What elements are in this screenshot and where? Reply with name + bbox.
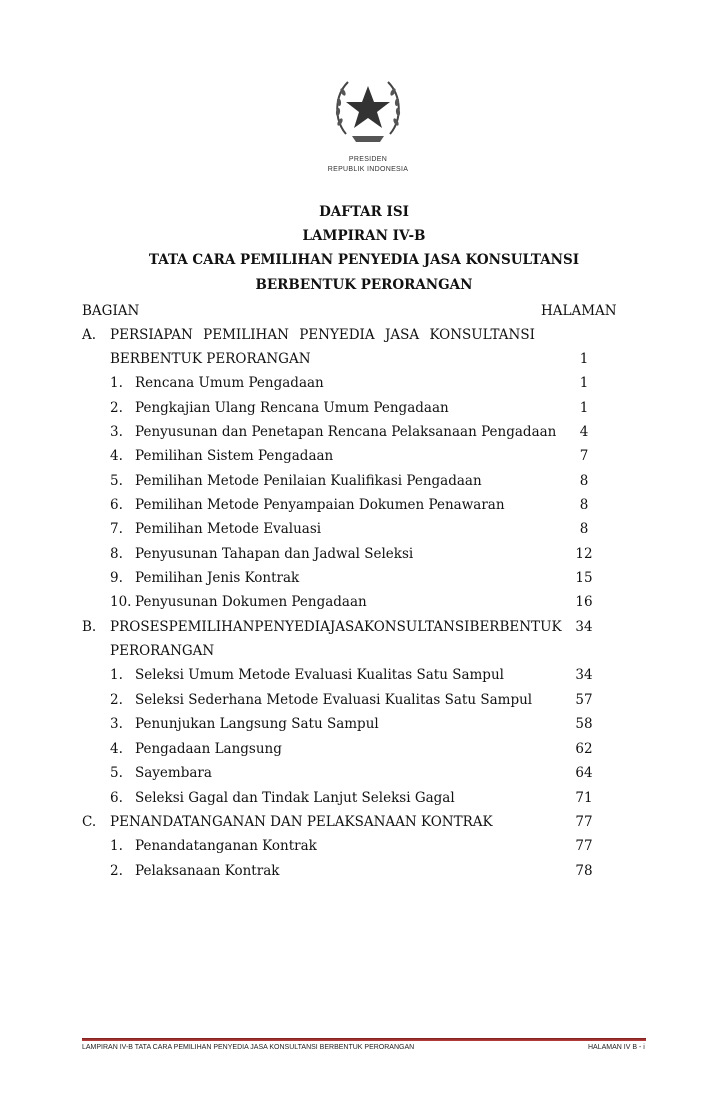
item-text: Seleksi Gagal dan Tindak Lanjut Seleksi Gagal [135,790,455,806]
item-text: Pemilihan Jenis Kontrak [135,570,300,586]
item-text: Pemilihan Metode Evaluasi [135,521,322,537]
page-number: 1 [579,400,589,416]
page-number: 64 [575,765,593,781]
section-word: BERBENTUK [469,619,562,635]
item-number: 2. [110,400,123,416]
item-number: 1. [110,375,123,391]
page-number: 34 [575,619,593,635]
list-item [82,838,602,858]
item-text: Pemilihan Sistem Pengadaan [135,448,334,464]
star-wreath-icon [332,70,404,148]
section-word: JASA [329,619,365,635]
list-item [82,521,602,541]
section-word: JASA [384,327,420,343]
section-word: PENYEDIA [299,327,375,343]
footer-title: LAMPIRAN IV-B TATA CARA PEMILIHAN PENYEDIA JASA KONSULTANSI BERBENTUK PERORANGAN [82,1044,415,1051]
item-text: Seleksi Umum Metode Evaluasi Kualitas Satu Sampul [135,667,504,683]
emblem-line-2: REPUBLIK INDONESIA [327,166,409,173]
list-item [82,765,602,785]
item-number: 4. [110,741,123,757]
emblem-line-1: PRESIDEN [348,156,388,163]
page-number: 34 [575,667,593,683]
section-word: KONSULTANSI [364,619,470,635]
item-number: 5. [110,765,123,781]
section-b-heading [82,619,602,639]
page-number: 8 [579,521,589,537]
list-item [82,667,602,687]
item-text: Pelaksanaan Kontrak [135,863,280,879]
list-item [82,863,602,883]
section-letter: B. [82,619,97,635]
item-number: 8. [110,546,123,562]
page-number: 16 [575,594,593,610]
item-text: Pemilihan Metode Penyampaian Dokumen Penawaran [135,497,505,513]
item-number: 7. [110,521,123,537]
item-number: 1. [110,838,123,854]
item-number: 5. [110,473,123,489]
section-title: BERBENTUK PERORANGAN [110,351,311,367]
section-word: PENYEDIA [254,619,330,635]
section-title: PENANDATANGANAN DAN PELAKSANAAN KONTRAK [110,814,493,830]
item-text: Pengadaan Langsung [135,741,282,757]
page-number: 77 [575,838,593,854]
list-item [82,741,602,761]
page-number: 62 [575,741,593,757]
list-item [82,497,602,517]
item-number: 4. [110,448,123,464]
item-number: 9. [110,570,123,586]
section-word: KONSULTANSI [429,327,535,343]
page-number: 12 [575,546,593,562]
page-number: 78 [575,863,593,879]
section-word: PEMILIHAN [203,327,289,343]
section-title: PERORANGAN [110,643,215,659]
doc-heading-line-1: TATA CARA PEMILIHAN PENYEDIA JASA KONSULTANSI [148,252,580,268]
presiden-emblem [318,70,418,180]
column-header-halaman: HALAMAN [541,303,617,319]
list-item [82,594,602,614]
section-letter: A. [82,327,97,343]
item-text: Sayembara [135,765,212,781]
section-word: PERSIAPAN [110,327,193,343]
section-a-heading-cont [82,351,602,371]
section-letter: C. [82,814,97,830]
section-word: PROSES [110,619,169,635]
item-number: 10. [110,594,132,610]
doc-title: DAFTAR ISI [319,204,409,220]
item-number: 1. [110,667,123,683]
item-text: Penunjukan Langsung Satu Sampul [135,716,379,732]
item-text: Penyusunan dan Penetapan Rencana Pelaksanaan Pengadaan [135,424,557,440]
list-item [82,424,602,444]
item-text: Penyusunan Tahapan dan Jadwal Seleksi [135,546,414,562]
doc-heading-line-2: BERBENTUK PERORANGAN [255,277,473,293]
item-text: Penandatanganan Kontrak [135,838,317,854]
page-number: 15 [575,570,593,586]
item-text: Penyusunan Dokumen Pengadaan [135,594,367,610]
page-number: 4 [579,424,589,440]
list-item [82,790,602,810]
item-number: 2. [110,863,123,879]
list-item [82,375,602,395]
list-item [82,448,602,468]
list-item [82,716,602,736]
footer-page-number: HALAMAN IV B - i [588,1044,645,1051]
item-number: 3. [110,716,123,732]
item-number: 2. [110,692,123,708]
section-b-heading-cont [82,643,602,663]
doc-subtitle: LAMPIRAN IV-B [302,228,426,244]
page-number: 58 [575,716,593,732]
page-number: 71 [575,790,593,806]
page-number: 57 [575,692,593,708]
list-item [82,473,602,493]
item-number: 6. [110,497,123,513]
section-word: PEMILIHAN [168,619,255,635]
item-text: Pemilihan Metode Penilaian Kualifikasi Pengadaan [135,473,482,489]
list-item [82,692,602,712]
list-item [82,570,602,590]
page-number: 8 [579,497,589,513]
section-c-heading [82,814,602,834]
page-number: 8 [579,473,589,489]
item-number: 6. [110,790,123,806]
section-a-heading [82,327,602,347]
item-text: Rencana Umum Pengadaan [135,375,324,391]
item-text: Pengkajian Ulang Rencana Umum Pengadaan [135,400,449,416]
footer-divider [82,1038,646,1041]
page-number: 77 [575,814,593,830]
list-item [82,546,602,566]
item-text: Seleksi Sederhana Metode Evaluasi Kualitas Satu Sampul [135,692,533,708]
page-number: 1 [579,375,589,391]
list-item [82,400,602,420]
page-number: 1 [579,351,589,367]
column-header-bagian: BAGIAN [82,303,140,319]
item-number: 3. [110,424,123,440]
page-number: 7 [579,448,589,464]
